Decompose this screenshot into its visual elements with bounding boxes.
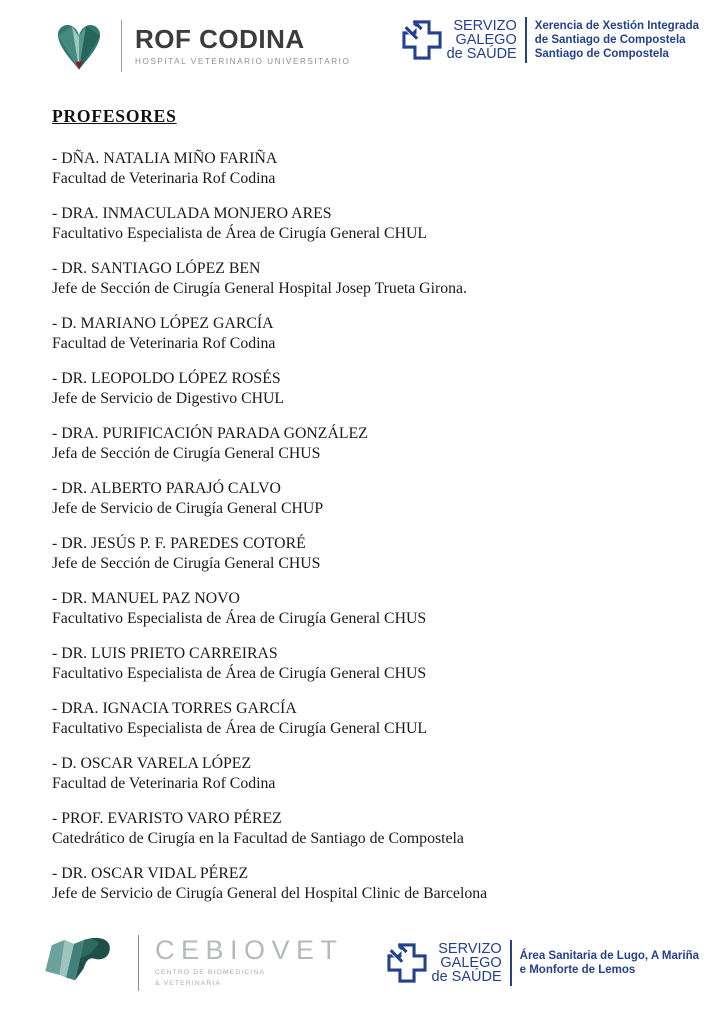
sergas-name-line: de SAÚDE <box>431 969 502 986</box>
professor-name: - DR. OSCAR VIDAL PÉREZ <box>52 865 249 882</box>
rof-codina-title: ROF CODINA <box>135 24 305 54</box>
cebiovet-mark-icon <box>44 930 122 996</box>
professor-role: Facultad de Veterinaria Rof Codina <box>52 335 276 352</box>
logo-divider <box>121 20 122 72</box>
professor-entry <box>52 314 689 354</box>
professor-role: Facultativo Especialista de Área de Cirugía General CHUS <box>52 665 427 682</box>
cebiovet-subtitle-line: & VETERINARIA <box>155 979 222 987</box>
rof-codina-heart-icon <box>52 16 106 76</box>
professor-role: Catedrático de Cirugía en la Facultad de Santiago de Compostela <box>52 830 464 847</box>
sergas-logo-header <box>400 16 699 64</box>
sergas-name-line: SERVIZO <box>453 17 517 34</box>
professor-entry <box>52 369 689 409</box>
page-footer <box>44 930 699 996</box>
professor-name: - DR. JESÚS P. F. PAREDES COTORÉ <box>52 535 306 552</box>
professor-name: - DR. LUIS PRIETO CARREIRAS <box>52 645 278 662</box>
cebiovet-subtitle <box>155 968 344 989</box>
professor-entry <box>52 479 689 519</box>
rof-codina-subtitle: HOSPITAL VETERINARIO UNIVERSITARIO <box>135 57 351 66</box>
professor-entry <box>52 424 689 464</box>
professor-name: - DR. MANUEL PAZ NOVO <box>52 590 240 607</box>
professor-name: - DR. LEOPOLDO LÓPEZ ROSÉS <box>52 370 281 387</box>
sergas-name-line: GALEGO <box>455 31 517 48</box>
professor-role: Jefe de Servicio de Cirugía General CHUP <box>52 500 324 517</box>
professor-entry <box>52 809 689 849</box>
sergas-name-line: SERVIZO <box>438 940 502 957</box>
professor-role: Facultad de Veterinaria Rof Codina <box>52 775 276 792</box>
sergas-unit-text <box>535 19 699 62</box>
cebiovet-subtitle-line: CENTRO DE BIOMEDICINA <box>155 968 265 976</box>
professor-role: Facultativo Especialista de Área de Cirugía General CHUS <box>52 610 427 627</box>
professor-role: Jefe de Servicio de Digestivo CHUL <box>52 390 285 407</box>
professor-entry <box>52 864 689 904</box>
professor-role: Jefe de Sección de Cirugía General Hospital Josep Trueta Girona. <box>52 280 467 297</box>
sergas-name <box>447 19 517 62</box>
professor-name: - DR. SANTIAGO LÓPEZ BEN <box>52 260 261 277</box>
professor-entry <box>52 589 689 629</box>
sergas-logo-footer <box>385 939 699 987</box>
professor-name: - DRA. IGNACIA TORRES GARCÍA <box>52 700 297 717</box>
rof-codina-logo <box>52 16 350 76</box>
professor-entry <box>52 204 689 244</box>
professor-role: Jefe de Servicio de Cirugía General del Hospital Clinic de Barcelona <box>52 885 488 902</box>
professor-entry <box>52 149 689 189</box>
professor-name: - DR. ALBERTO PARAJÓ CALVO <box>52 480 281 497</box>
sergas-unit-line: e Monforte de Lemos <box>519 964 636 976</box>
professor-name: - D. OSCAR VARELA LÓPEZ <box>52 755 252 772</box>
sergas-unit-line: de Santiago de Compostela <box>534 33 686 46</box>
professor-entry <box>52 754 689 794</box>
professor-entry <box>52 699 689 739</box>
professor-role: Jefa de Sección de Cirugía General CHUS <box>52 445 321 462</box>
professor-name: - PROF. EVARISTO VARO PÉREZ <box>52 810 282 827</box>
logo-divider <box>138 935 139 991</box>
page-header <box>52 16 699 76</box>
professor-role: Facultativo Especialista de Área de Cirugía General CHUL <box>52 225 428 242</box>
professor-name: - DÑA. NATALIA MIÑO FARIÑA <box>52 150 278 167</box>
professor-name: - D. MARIANO LÓPEZ GARCÍA <box>52 315 274 332</box>
cebiovet-text <box>155 934 344 989</box>
sergas-unit-text <box>520 949 699 978</box>
professor-role: Jefe de Sección de Cirugía General CHUS <box>52 555 321 572</box>
logo-divider <box>525 17 527 63</box>
professor-entry <box>52 644 689 684</box>
professor-entry <box>52 534 689 574</box>
rof-codina-text <box>135 26 350 66</box>
page-title: PROFESORES <box>52 106 177 126</box>
sergas-name-line: de SAÚDE <box>446 46 517 63</box>
professor-entry <box>52 259 689 299</box>
professor-name: - DRA. INMACULADA MONJERO ARES <box>52 205 332 222</box>
sergas-cross-icon <box>385 939 429 987</box>
sergas-name-line: GALEGO <box>440 954 502 971</box>
sergas-name <box>432 942 502 985</box>
sergas-unit-line: Área Sanitaria de Lugo, A Mariña <box>519 949 699 962</box>
professor-role: Facultad de Veterinaria Rof Codina <box>52 170 276 187</box>
sergas-unit-line: Santiago de Compostela <box>534 48 669 61</box>
cebiovet-logo <box>44 930 344 996</box>
cebiovet-title: CEBIOVET <box>155 934 344 965</box>
professor-list <box>52 149 689 919</box>
sergas-cross-icon <box>400 16 444 64</box>
professor-role: Facultativo Especialista de Área de Cirugía General CHUL <box>52 720 428 737</box>
sergas-unit-line: Xerencia de Xestión Integrada <box>534 19 699 32</box>
logo-divider <box>510 940 512 986</box>
professor-name: - DRA. PURIFICACIÓN PARADA GONZÁLEZ <box>52 425 368 442</box>
